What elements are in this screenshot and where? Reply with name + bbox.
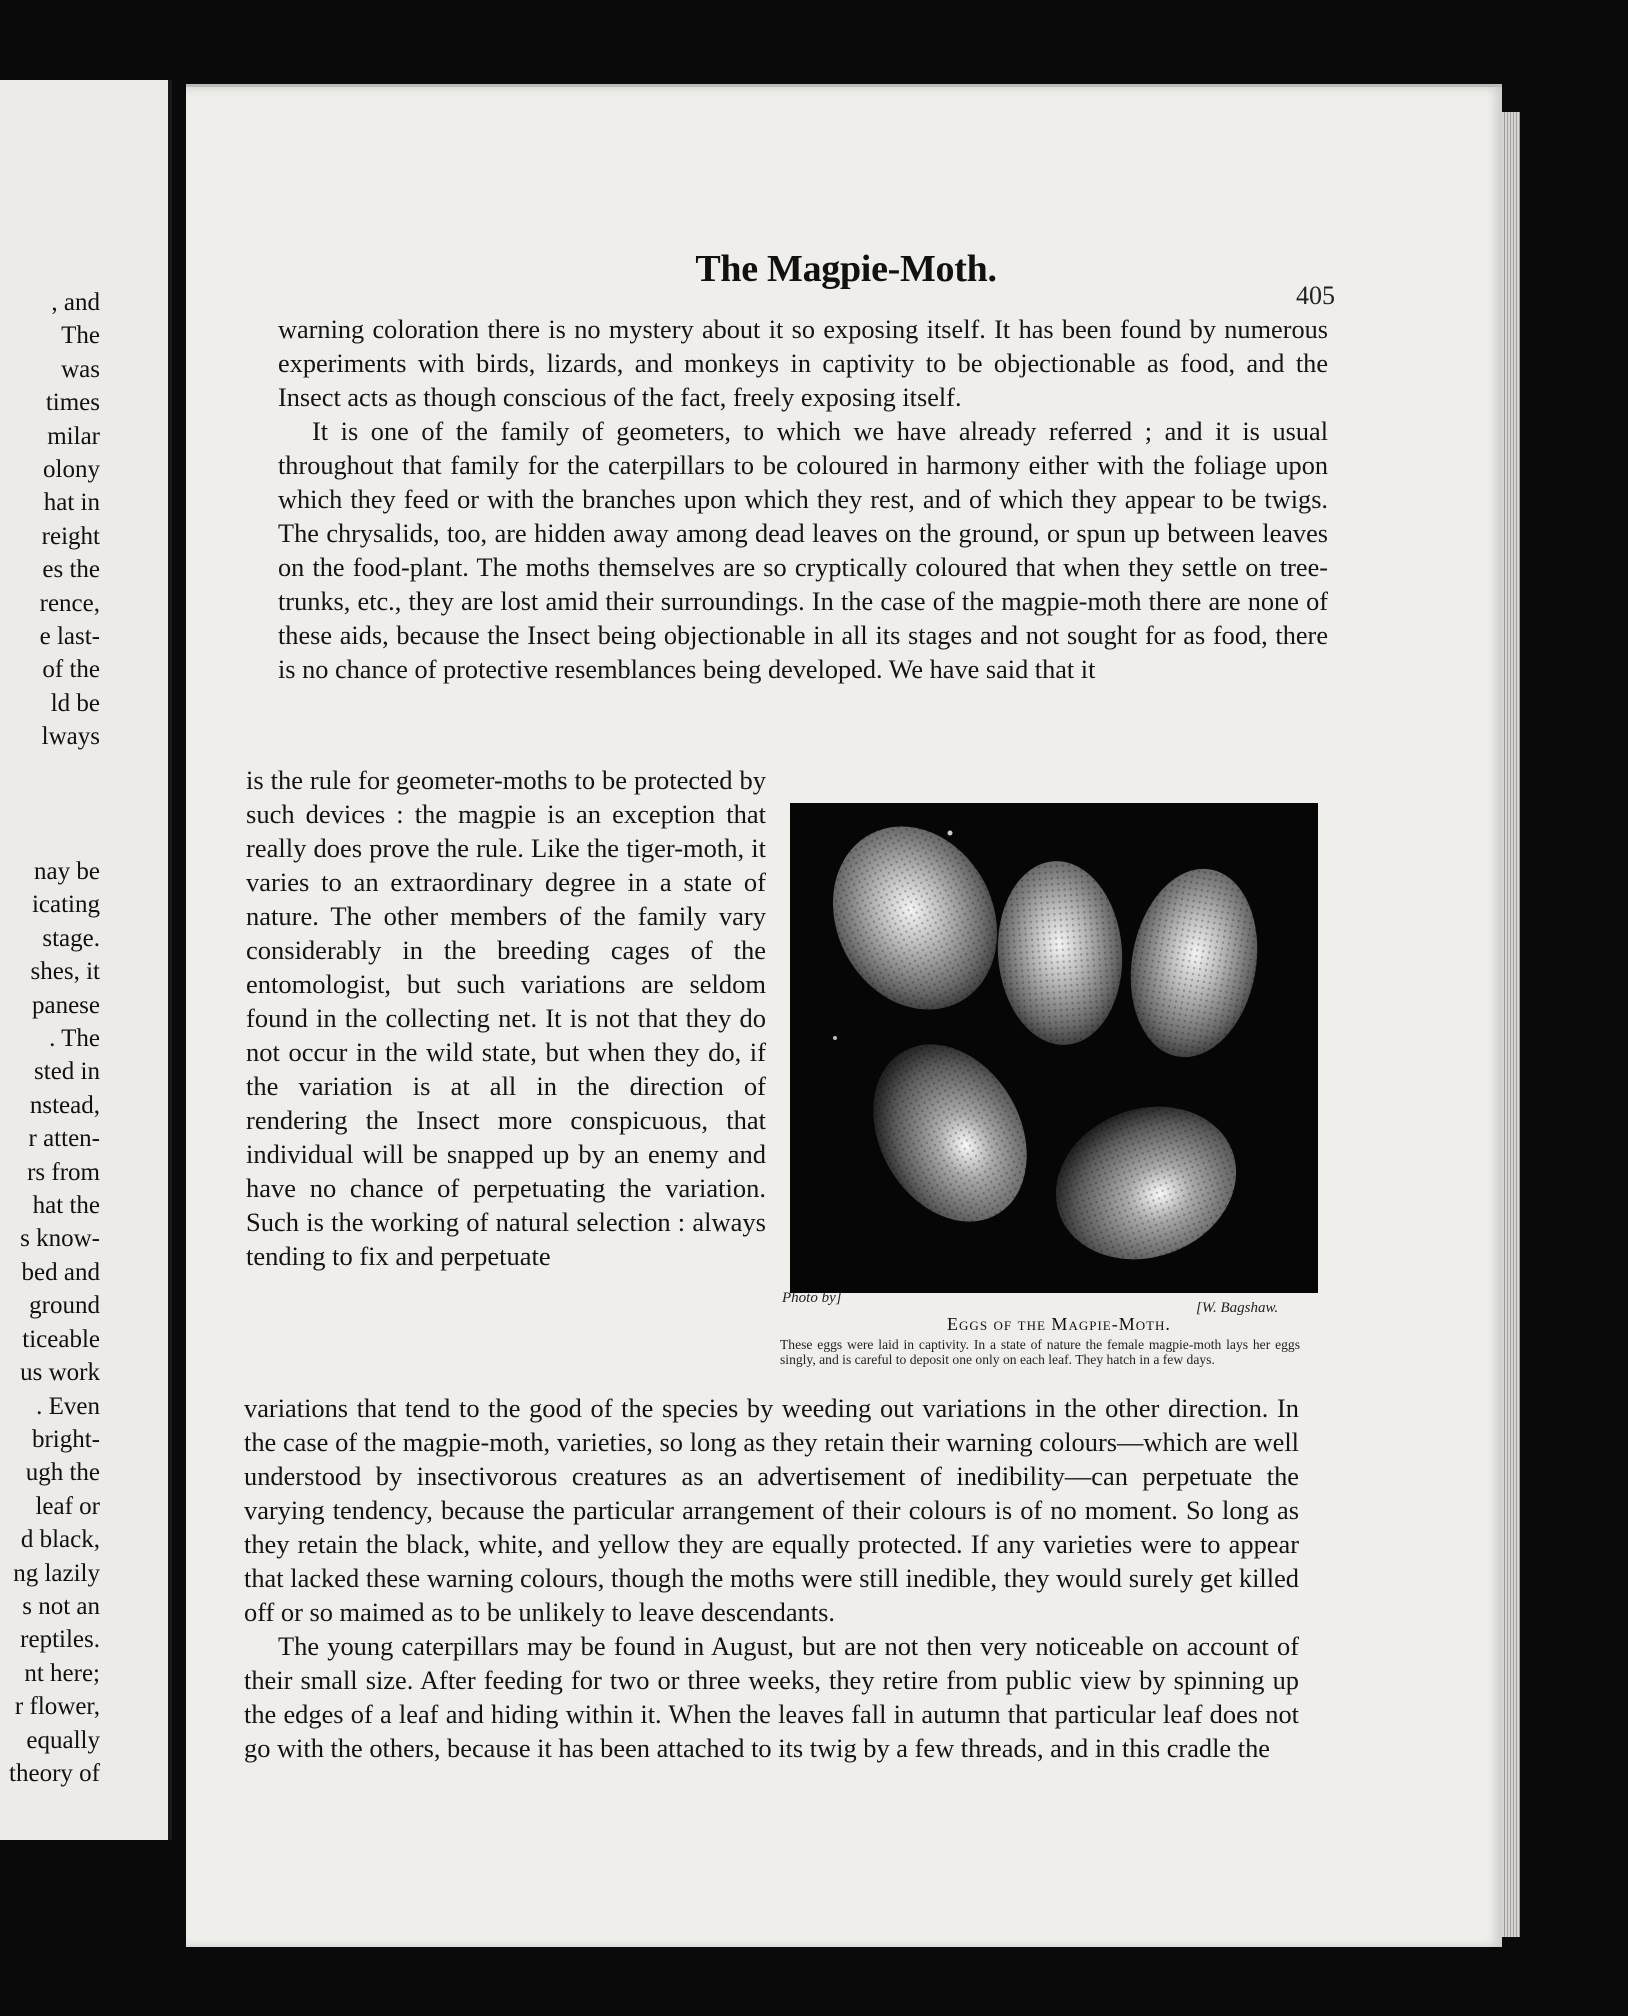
left-page-fragment: ld be: [50, 689, 100, 717]
left-page-fragment: s not an: [22, 1592, 100, 1620]
paragraph: warning coloration there is no mystery about it so exposing itself. It has been found by numerous experiments with birds, lizards, and monkeys in captivity to be objectionable as food, and the Insect acts as though conscious of the fact, freely exposing itself.: [278, 315, 1328, 412]
paragraph: It is one of the family of geometers, to which we have already referred ; and it is usual throughout that family for the caterpillars to be coloured in harmony either with the foliage upon which they feed or with the branches upon which they rest, and of which they appear to be twigs. The chrysalids, too, are hidden away among dead leaves on the ground, or spun up between leaves on the food-plant. The moths themselves are so cryptically coloured that when they settle on tree-trunks, etc., they are lost amid their surroundings. In the case of the magpie-moth there are none of these aids, because the Insect being objectionable in all its stages and not sought for as food, there is no chance of protective resemblances being developed. We have said that it: [278, 417, 1328, 684]
page-title: The Magpie-Moth.: [695, 248, 997, 290]
paragraph: The young caterpillars may be found in August, but are not then very noticeable on account of their small size. After feeding for two or three weeks, they retire from public view by spinning up the edges of a leaf and hiding within it. When the leaves fall in autumn that particular leaf does not go with the others, because it has been attached to its twig by a few threads, and in this cradle the: [244, 1631, 1299, 1763]
left-page-fragments-upper: [40, 286, 100, 754]
left-page-fragment: icating: [31, 891, 100, 919]
left-page-fragment: ticeable: [22, 1325, 100, 1353]
photo-credit-right: [W. Bagshaw.: [1196, 1300, 1279, 1316]
eggs-image: [790, 803, 1318, 1293]
left-page-fragment: nt here;: [24, 1659, 100, 1687]
left-page-fragment: hat in: [43, 489, 100, 517]
photo-credit-left: Photo by]: [782, 1290, 842, 1306]
left-page-fragment: shes, it: [30, 958, 100, 986]
left-page-fragment: was: [61, 355, 100, 383]
left-page-fragment: leaf or: [35, 1492, 100, 1520]
left-page-fragment: rs from: [27, 1158, 100, 1186]
eggs-photograph: [790, 803, 1318, 1293]
left-page-fragment: bed and: [21, 1258, 100, 1286]
left-page-fragment: ng lazily: [13, 1559, 100, 1587]
left-page-fragment: nay be: [34, 858, 100, 885]
left-page-fragment: milar: [47, 422, 100, 450]
left-page-fragment: us work: [20, 1359, 100, 1387]
text-block-wrapped: [246, 763, 766, 1273]
page-number: 405: [1296, 281, 1335, 310]
paragraph: is the rule for geometer-moths to be protected by such devices : the magpie is an exception that really does prove the rule. Like the tiger-moth, it varies to an extraordinary degree in a state of nature. The other members of the family vary considerably in the breeding cages of the entomologist, but such variations are seldom found in the collecting net. It is not that they do not occur in the wild state, but when they do, if the variation is at all in the direction of rendering the Insect more conspicuous, that individual will be snapped up by an enemy and have no chance of perpetuating the variation. Such is the working of natural selection : always tending to fix and perpetuate: [246, 765, 766, 1271]
text-block-top: [278, 313, 1328, 687]
left-page-fragment: ugh the: [25, 1459, 100, 1487]
left-page-fragment: of the: [42, 656, 100, 684]
left-page-fragment: , and: [51, 289, 100, 316]
figure-caption-title: Eggs of the Magpie-Moth.: [947, 1314, 1171, 1334]
left-page-fragment: es the: [42, 556, 100, 584]
left-page-fragment: nstead,: [29, 1091, 100, 1119]
left-page-fragment: sted in: [34, 1058, 100, 1086]
left-page-fragment: reptiles.: [20, 1626, 100, 1654]
left-page-fragment: . The: [49, 1025, 100, 1053]
left-page-fragment: s know-: [20, 1225, 100, 1253]
left-page-fragment: . Even: [36, 1392, 100, 1420]
left-page-fragment: e last-: [39, 623, 100, 651]
left-page-fragment: times: [45, 389, 100, 417]
left-page-fragment: theory of: [9, 1759, 100, 1787]
left-page-fragment: equally: [26, 1726, 100, 1754]
left-page-fragment: lways: [41, 723, 100, 751]
left-facing-page: [0, 80, 172, 1840]
left-page-fragment: panese: [31, 991, 100, 1019]
left-page-fragment: The: [61, 322, 100, 350]
left-page-fragment: reight: [41, 522, 100, 550]
left-page-fragment: olony: [43, 456, 100, 484]
paragraph: variations that tend to the good of the species by weeding out variations in the other direction. In the case of the magpie-moth, varieties, so long as they retain their warning colours—which are well understood by insectivorous creatures as an advertisement of inedibility—can perpetuate the varying tendency, because the particular arrangement of their colours is of no moment. So long as they retain the black, white, and yellow they are equally protected. If any varieties were to appear that lacked these warning colours, though the moths were still inedible, they would surely get killed off or so maimed as to be unlikely to leave descendants.: [244, 1393, 1299, 1627]
left-page-fragments-lower: [9, 855, 100, 1790]
left-page-fragment: hat the: [32, 1192, 100, 1220]
left-page-fragment: r flower,: [14, 1693, 100, 1721]
left-page-fragment: ground: [29, 1292, 100, 1320]
text-block-bottom: [244, 1391, 1299, 1765]
book-page: [186, 84, 1502, 1947]
left-page-fragment: r atten-: [28, 1125, 100, 1153]
left-page-fragment: rence,: [39, 589, 100, 617]
left-page-fragment: d black,: [20, 1526, 100, 1554]
figure-caption-text: These eggs were laid in captivity. In a state of nature the female magpie-moth lays her eggs singly, and is careful to deposit one only on each leaf. They hatch in a few days.: [780, 1337, 1300, 1367]
left-page-fragment: bright-: [31, 1425, 100, 1453]
left-page-fragment: stage.: [42, 924, 100, 952]
page-edge: [1502, 112, 1520, 1937]
